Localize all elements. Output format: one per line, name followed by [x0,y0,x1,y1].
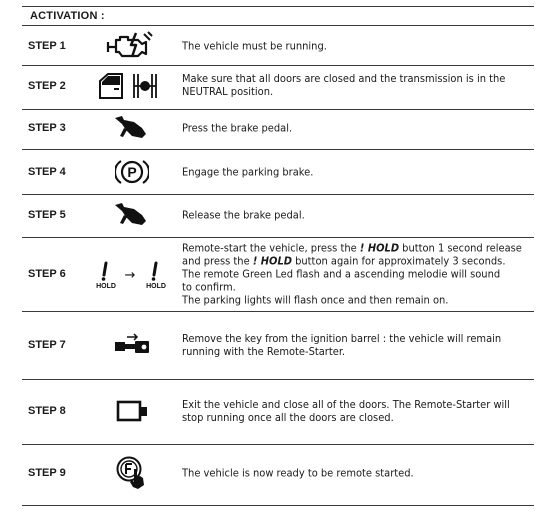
divider [22,25,534,26]
step-8-description [182,398,532,424]
step-6-description [182,242,532,307]
step-4-description: Engage the parking brake. [182,165,314,179]
activation-heading: ACTIVATION : [30,10,105,22]
hold-button-ref: ! HOLD [252,254,292,268]
step-1-description: The vehicle must be running. [182,39,327,53]
divider [22,194,534,195]
step-9-description: The vehicle is now ready to be remote started. [182,466,414,480]
step-4-label: STEP 4 [28,166,66,178]
remote-start-ready-icon [112,455,152,491]
divider [22,109,534,110]
step-2-label: STEP 2 [28,80,66,92]
step-6-line: The parking lights will flash once and then remain on. [182,293,449,307]
step-6-line: The remote Green Led flash and a ascending melodie will sound [182,267,501,281]
step-6-label: STEP 6 [28,268,66,280]
table-top-rule [22,6,534,7]
step-6-line [182,255,532,268]
brake-pedal-release-icon [112,201,152,229]
key-removal-icon [113,331,153,359]
step-7-description [182,332,532,358]
step-5-label: STEP 5 [28,209,66,221]
divider [22,65,534,66]
hold-label: HOLD [146,283,166,290]
step-3-label: STEP 3 [28,122,66,134]
engine-running-icon [106,30,156,60]
divider [22,379,534,380]
step-6-line [182,242,532,255]
step-5-description: Release the brake pedal. [182,208,305,222]
hold-button-ref: ! HOLD [359,241,400,255]
step-7-line: Remove the key from the ignition barrel : the vehicle will remain [182,332,502,345]
step-2-line: NEUTRAL position. [182,85,274,98]
step-8-line: stop running once all the doors are closed. [182,411,394,424]
text-segment: Remote-start the vehicle, press the [182,241,360,255]
svg-text:P: P [127,164,137,180]
text-segment: button again for approximately 3 seconds. [291,254,506,268]
hold-label: HOLD [96,283,116,290]
step-8-label: STEP 8 [28,405,66,417]
step-8-line: Exit the vehicle and close all of the doors. The Remote-Starter will [182,398,510,411]
table-bottom-rule [22,505,534,506]
step-3-description: Press the brake pedal. [182,121,293,135]
divider [22,444,534,445]
divider [22,311,534,312]
step-6-line: to confirm. [182,280,236,294]
step-7-line: running with the Remote-Starter. [182,345,346,358]
step-7-label: STEP 7 [28,339,66,351]
step-2-description [182,72,532,98]
door-and-gear-neutral-icon [96,71,166,101]
step-2-line: Make sure that all doors are closed and the transmission is in the [182,72,506,85]
divider [22,237,534,238]
text-segment: and press the [182,254,253,268]
arrow-icon: → [124,268,136,283]
hold-button-icon [96,257,170,291]
door-close-icon [115,398,151,424]
brake-pedal-press-icon [112,114,152,142]
parking-brake-icon [115,157,149,187]
divider [22,149,534,150]
step-9-label: STEP 9 [28,467,66,479]
step-1-label: STEP 1 [28,40,66,52]
text-segment: button 1 second release [399,241,522,255]
